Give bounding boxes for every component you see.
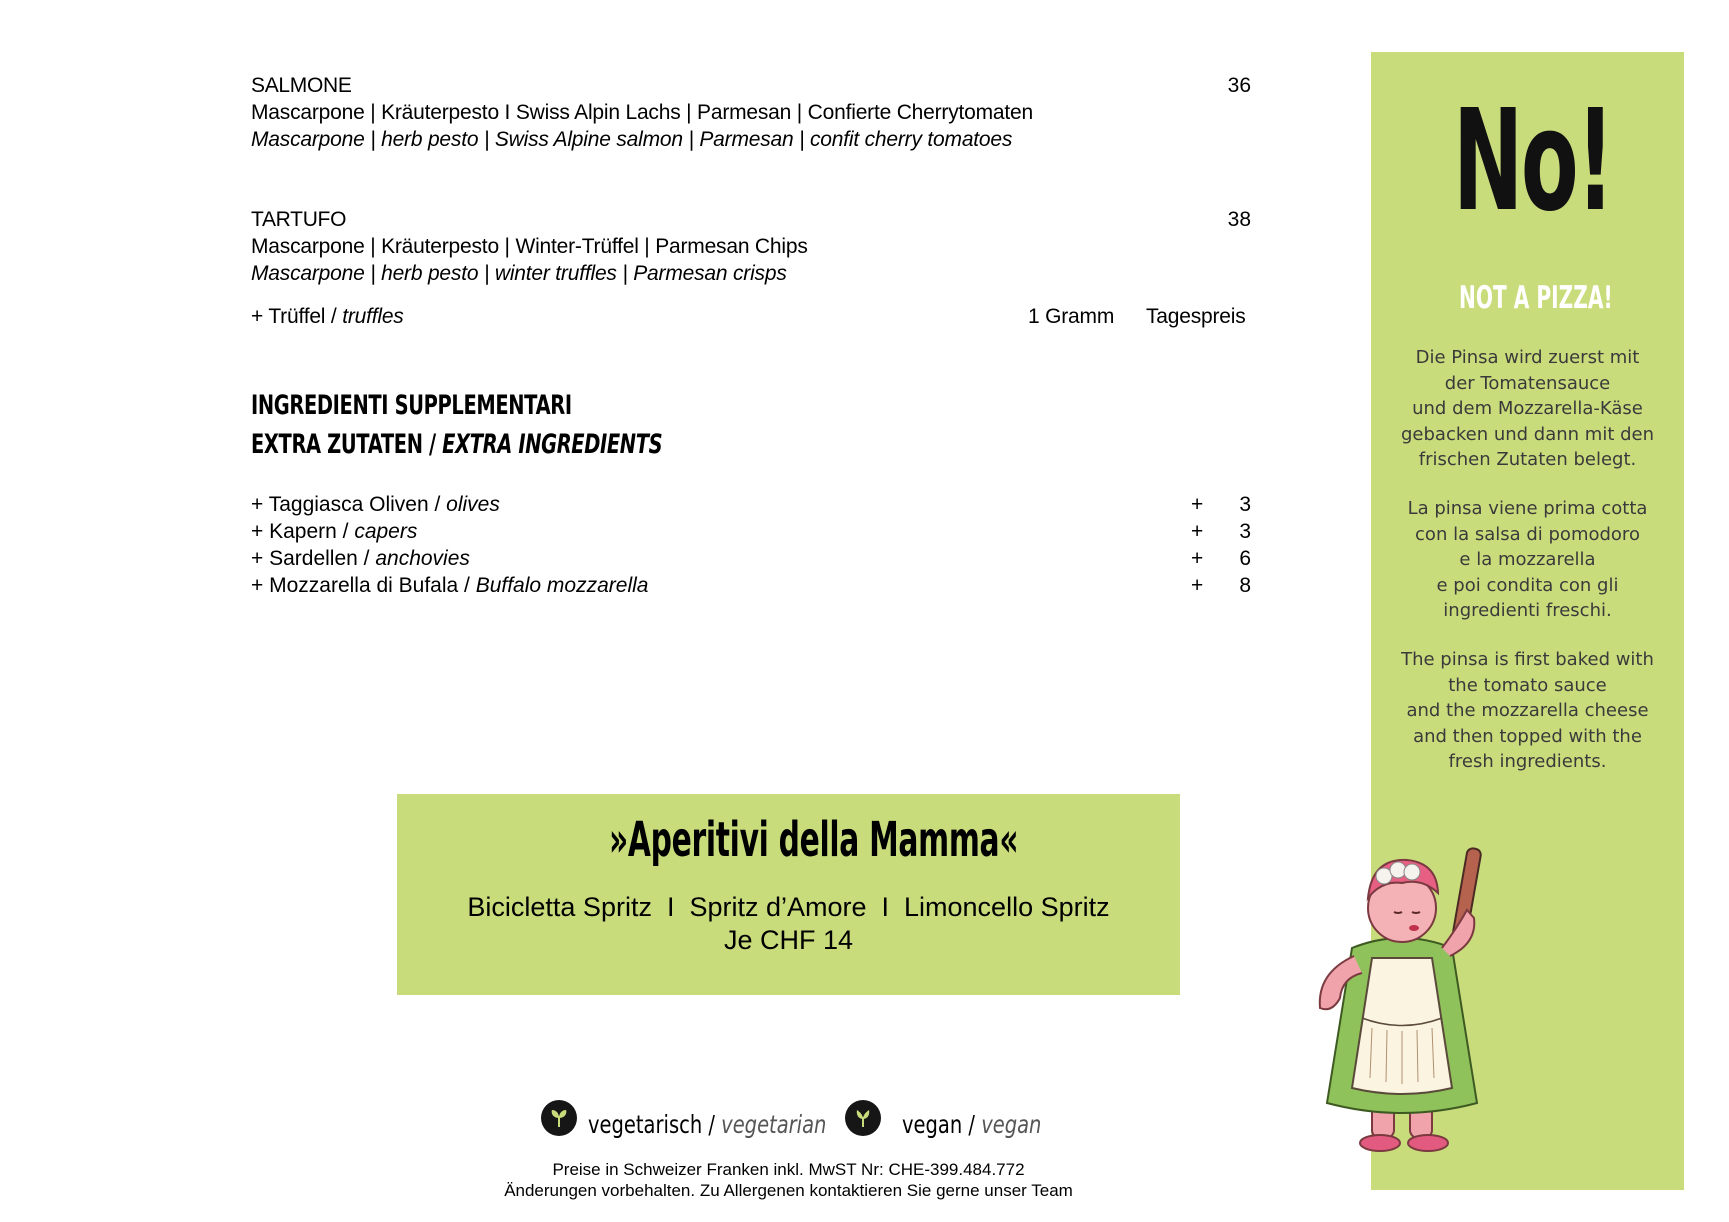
truffle-addon [251,305,404,329]
sidebar-text-de: Die Pinsa wird zuerst mit der Tomatensauce und dem Mozzarella-Käse gebacken und dann mit den frischen Zutaten belegt. [1400,347,1655,470]
legend-vegetarian: vegetarisch / vegetarian [588,1110,827,1139]
extras-heading-line2 [251,429,662,460]
extra-row [251,493,1251,519]
truffle-addon-de: + Trüffel / [251,305,343,328]
extra-price: 6 [1239,547,1251,570]
truffle-addon-en: truffles [342,305,404,328]
vegan-sprout-icon [845,1100,881,1136]
sidebar-text-en: The pinsa is first baked with the tomato sauce and the mozzarella cheese and then topped with the fresh ingredients. [1401,649,1654,772]
aperitivi-box [397,794,1180,995]
aperitivi-title: »Aperitivi della Mamma« [609,812,1019,868]
extra-label: + Mozzarella di Bufala / Buffalo mozzarella [251,574,649,597]
extras-heading-en: EXTRA INGREDIENTS [442,429,663,460]
extras-heading-de: EXTRA ZUTATEN / [251,429,443,460]
aperitivi-price: Je CHF 14 [723,925,854,955]
sidebar-text-it: La pinsa viene prima cotta con la salsa di pomodoro e la mozzarella e poi condita con gli ingredienti freschi. [1407,498,1648,621]
sidebar-logo: No! [1453,80,1613,243]
dish-price-salmone: 36 [1227,74,1251,97]
extra-price: 8 [1239,574,1251,597]
dish-name-salmone: SALMONE [251,74,352,97]
extra-row [251,520,1251,546]
truffle-quantity: 1 Gramm [1028,305,1115,328]
extra-price: 3 [1239,493,1251,516]
extra-label: + Sardellen / anchovies [251,547,470,570]
extra-plus: + [1191,547,1204,570]
extra-plus: + [1191,574,1204,597]
vegetarian-leaf-icon [541,1100,577,1136]
extra-row [251,574,1251,600]
dish-desc-en-salmone: Mascarpone | herb pesto | Swiss Alpine salmon | Parmesan | confit cherry tomatoes [251,128,1013,151]
extra-label: + Kapern / capers [251,520,418,543]
aperitivi-drinks: Bicicletta Spritz I Spritz d’Amore I Limoncello Spritz [467,892,1110,922]
legend-vegan: vegan / vegan [902,1110,1042,1139]
footer-line1: Preise in Schweizer Franken inkl. MwST Nr: CHE-399.484.772 [552,1160,1025,1179]
dish-price-tartufo: 38 [1227,208,1251,231]
footer-line2: Änderungen vorbehalten. Zu Allergenen kontaktieren Sie gerne unser Team [504,1181,1073,1200]
extra-price: 3 [1239,520,1251,543]
sidebar-subtitle: NOT A PIZZA! [1459,280,1613,316]
extra-row [251,547,1251,573]
mamma-illustration [1302,838,1522,1158]
dish-desc-de-tartufo: Mascarpone | Kräuterpesto | Winter-Trüffel | Parmesan Chips [251,235,808,258]
extra-plus: + [1191,520,1204,543]
dish-desc-de-salmone: Mascarpone | Kräuterpesto I Swiss Alpin Lachs | Parmesan | Confierte Cherrytomaten [251,101,1034,124]
dish-desc-en-tartufo: Mascarpone | herb pesto | winter truffles | Parmesan crisps [251,262,787,285]
extra-plus: + [1191,493,1204,516]
truffle-price: Tagespreis [1146,305,1246,328]
dish-name-tartufo: TARTUFO [251,208,347,231]
extras-heading-line1: INGREDIENTI SUPPLEMENTARI [251,390,572,421]
extra-label: + Taggiasca Oliven / olives [251,493,500,516]
